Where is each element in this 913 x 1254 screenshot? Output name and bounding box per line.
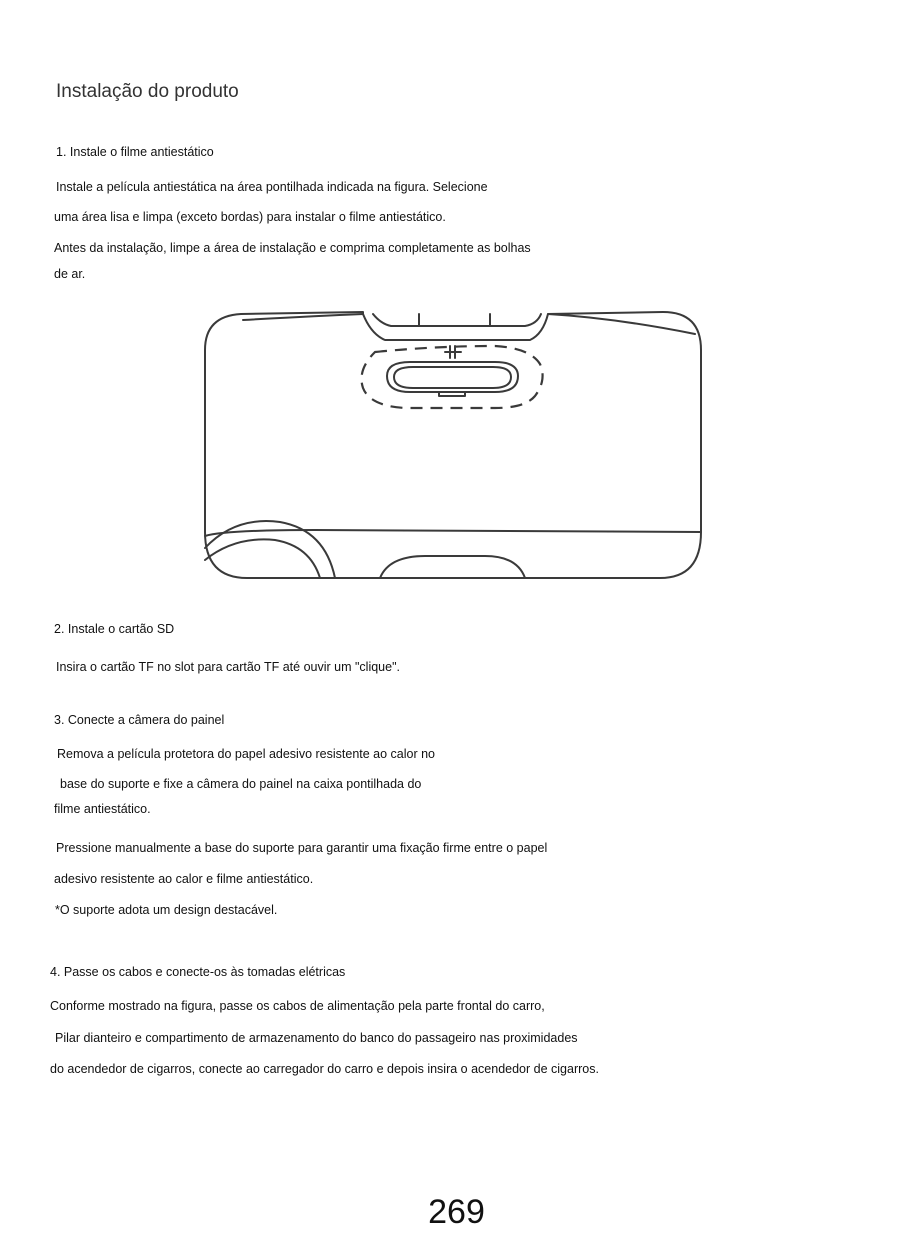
section-3-line: filme antiestático. bbox=[54, 802, 151, 816]
dashcam-mount-diagram bbox=[195, 300, 715, 590]
mount-stem bbox=[445, 346, 461, 358]
section-3-line: base do suporte e fixe a câmera do painel na caixa pontilhada do bbox=[60, 777, 422, 791]
top-slot bbox=[419, 314, 490, 326]
top-notch-inner bbox=[373, 314, 541, 326]
bottom-band-line bbox=[205, 530, 701, 536]
section-2-heading: 2. Instale o cartão SD bbox=[54, 622, 175, 636]
page-number: 269 bbox=[428, 1193, 485, 1231]
section-2-line: Insira o cartão TF no slot para cartão TF até ouvir um "clique". bbox=[56, 660, 400, 674]
section-1-line: Instale a película antiestática na área pontilhada indicada na figura. Selecione bbox=[56, 180, 488, 194]
section-1-line: uma área lisa e limpa (exceto bordas) para instalar o filme antiestático. bbox=[54, 210, 446, 224]
bottom-center-bump bbox=[380, 556, 525, 578]
mount-base-inner bbox=[394, 367, 511, 388]
dashed-installation-area bbox=[362, 346, 543, 408]
section-3-line: Remova a película protetora do papel adesivo resistente ao calor no bbox=[57, 747, 436, 761]
section-3-line: *O suporte adota um design destacável. bbox=[55, 903, 278, 917]
section-1-heading: 1. Instale o filme antiestático bbox=[56, 145, 214, 159]
section-3-heading: 3. Conecte a câmera do painel bbox=[54, 713, 225, 727]
page-title: Instalação do produto bbox=[56, 81, 239, 102]
section-4-line: do acendedor de cigarros, conecte ao carregador do carro e depois insira o acendedor de cigarros. bbox=[50, 1062, 599, 1076]
section-1-line: de ar. bbox=[54, 267, 86, 281]
top-bar-left bbox=[243, 314, 363, 320]
section-4-line: Conforme mostrado na figura, passe os cabos de alimentação pela parte frontal do carro, bbox=[50, 999, 545, 1013]
section-3-line: Pressione manualmente a base do suporte para garantir uma fixação firme entre o papel bbox=[56, 841, 548, 855]
top-bar-right bbox=[548, 314, 695, 334]
section-4-line: Pilar dianteiro e compartimento de armazenamento do banco do passageiro nas proximidades bbox=[55, 1031, 578, 1045]
section-4-heading: 4. Passe os cabos e conecte-os às tomadas elétricas bbox=[50, 965, 346, 979]
section-3-line: adesivo resistente ao calor e filme antiestático. bbox=[54, 872, 314, 886]
section-1-line: Antes da instalação, limpe a área de instalação e comprima completamente as bolhas bbox=[54, 241, 531, 255]
